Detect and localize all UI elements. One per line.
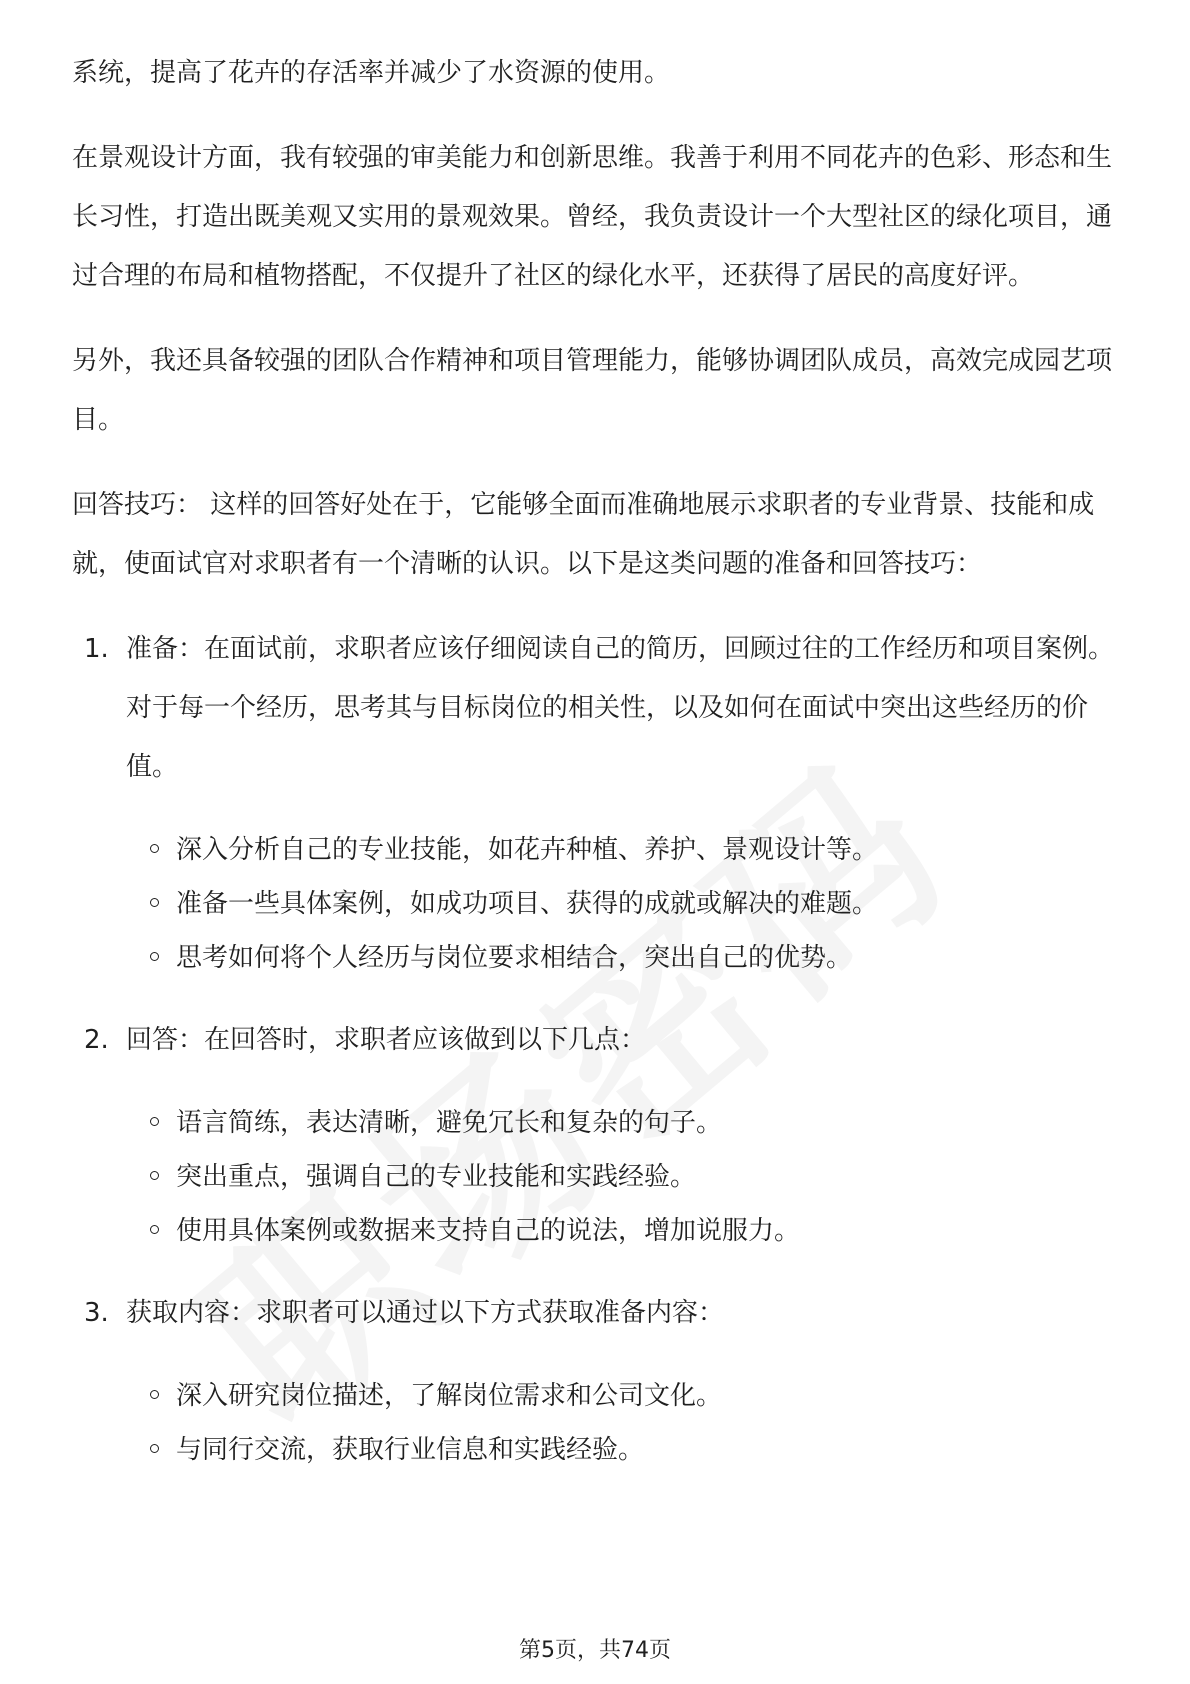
list-item bbox=[72, 1284, 1122, 1343]
sub-list-item-text: 语言简练，表达清晰，避免冗长和复杂的句子。 bbox=[176, 1108, 723, 1138]
sub-list-item-text: 深入研究岗位描述，了解岗位需求和公司文化。 bbox=[176, 1381, 723, 1411]
sub-list-item bbox=[72, 823, 1122, 877]
list-item-text: 回答：在回答时，求职者应该做到以下几点： bbox=[126, 1025, 647, 1055]
sub-list bbox=[72, 1369, 1122, 1477]
sub-list-item bbox=[72, 877, 1122, 931]
paragraph: 在景观设计方面，我有较强的审美能力和创新思维。我善于利用不同花卉的色彩、形态和生长习性，打造出既美观又实用的景观效果。曾经，我负责设计一个大型社区的绿化项目，通过合理的布局和植物搭配，不仅提升了社区的绿化水平，还获得了居民的高度好评。 bbox=[72, 143, 1113, 291]
sub-list-item bbox=[72, 1204, 1122, 1258]
circle-bullet-icon bbox=[150, 844, 159, 853]
list-item-text: 准备：在面试前，求职者应该仔细阅读自己的简历，回顾过往的工作经历和项目案例。对于每一个经历，思考其与目标岗位的相关性，以及如何在面试中突出这些经历的价值。 bbox=[126, 634, 1115, 782]
circle-bullet-icon bbox=[150, 898, 159, 907]
list-item bbox=[72, 620, 1122, 797]
sub-list-item bbox=[72, 1096, 1122, 1150]
sub-list-item bbox=[72, 1150, 1122, 1204]
sub-list bbox=[72, 823, 1122, 985]
sub-list-item-text: 准备一些具体案例，如成功项目、获得的成就或解决的难题。 bbox=[176, 889, 879, 919]
list-item bbox=[72, 1011, 1122, 1070]
circle-bullet-icon bbox=[150, 1444, 159, 1453]
sub-list-item-text: 突出重点，强调自己的专业技能和实践经验。 bbox=[176, 1162, 697, 1192]
circle-bullet-icon bbox=[150, 1171, 159, 1180]
paragraph: 系统，提高了花卉的存活率并减少了水资源的使用。 bbox=[72, 58, 671, 88]
sub-list-item-text: 思考如何将个人经历与岗位要求相结合，突出自己的优势。 bbox=[176, 943, 853, 973]
circle-bullet-icon bbox=[150, 1117, 159, 1126]
document-body bbox=[72, 44, 1122, 1503]
list-number: 2. bbox=[84, 1025, 109, 1055]
sub-list-item-text: 与同行交流，获取行业信息和实践经验。 bbox=[176, 1435, 645, 1465]
page-number: 第5页，共74页 bbox=[519, 1638, 671, 1663]
circle-bullet-icon bbox=[150, 1390, 159, 1399]
sub-list bbox=[72, 1096, 1122, 1258]
paragraph: 回答技巧： 这样的回答好处在于，它能够全面而准确地展示求职者的专业背景、技能和成就，使面试官对求职者有一个清晰的认识。以下是这类问题的准备和回答技巧： bbox=[72, 490, 1095, 579]
sub-list-item bbox=[72, 1423, 1122, 1477]
paragraph: 另外，我还具备较强的团队合作精神和项目管理能力，能够协调团队成员，高效完成园艺项目。 bbox=[72, 346, 1113, 435]
sub-list-item bbox=[72, 1369, 1122, 1423]
circle-bullet-icon bbox=[150, 1225, 159, 1234]
list-item-text: 获取内容：求职者可以通过以下方式获取准备内容： bbox=[126, 1298, 725, 1328]
sub-list-item-text: 使用具体案例或数据来支持自己的说法，增加说服力。 bbox=[176, 1216, 801, 1246]
list-number: 3. bbox=[84, 1298, 109, 1328]
sub-list-item-text: 深入分析自己的专业技能，如花卉种植、养护、景观设计等。 bbox=[176, 835, 879, 865]
list-number: 1. bbox=[84, 634, 109, 664]
circle-bullet-icon bbox=[150, 952, 159, 961]
sub-list-item bbox=[72, 931, 1122, 985]
